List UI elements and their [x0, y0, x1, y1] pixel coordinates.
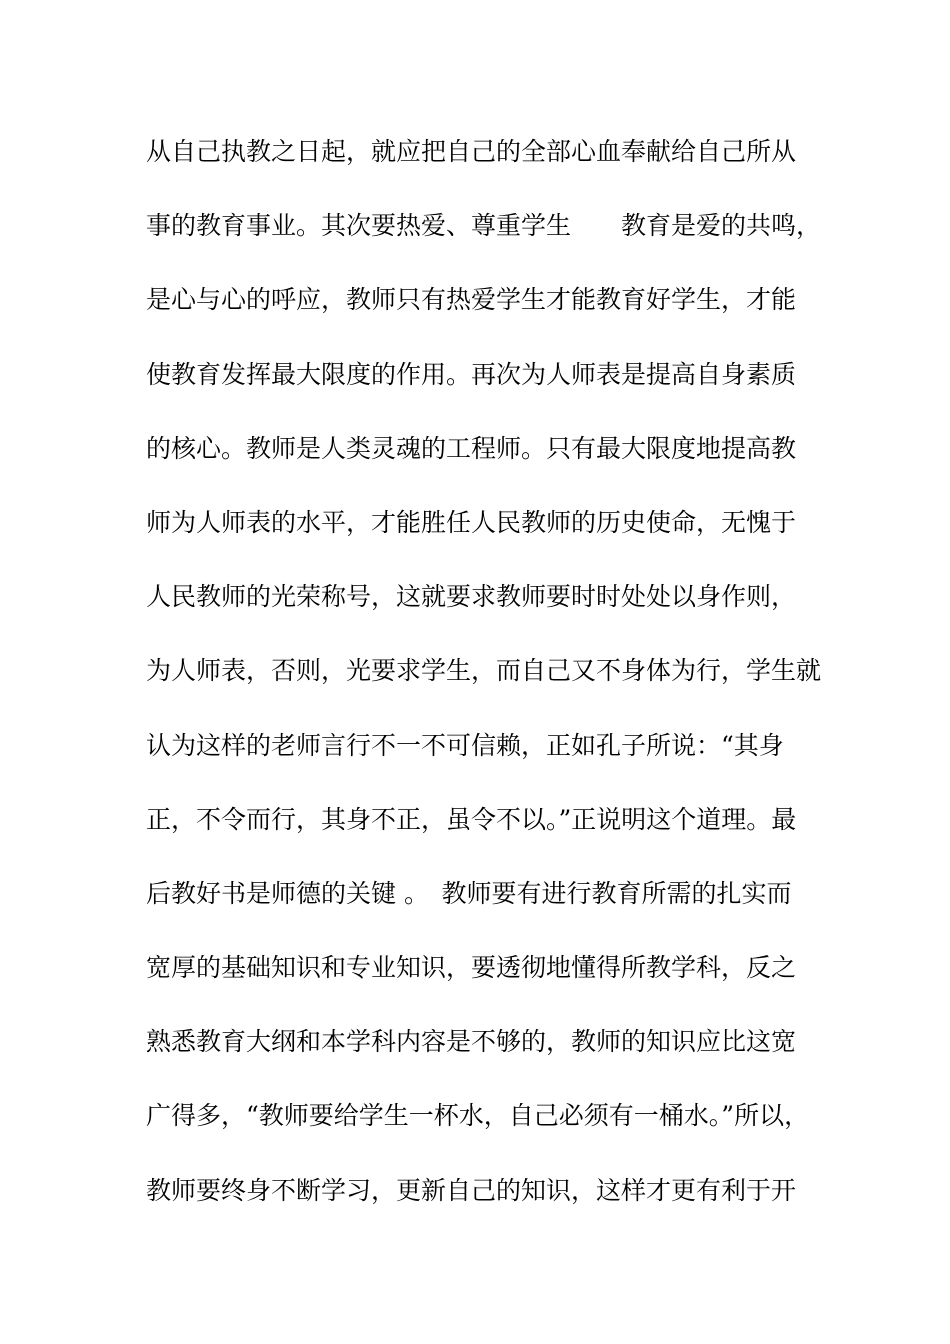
text-line: 熟悉教育大纲和本学科内容是不够的，教师的知识应比这宽 [146, 1027, 797, 1057]
text-line: 事的教育事业。其次要热爱、尊重学生 教育是爱的共鸣， [146, 211, 822, 241]
text-line: 后教好书是师德的关键 。 教师要有进行教育所需的扎实而 [146, 878, 792, 908]
text-line: 正，不令而行，其身不正，虽令不以。”正说明这个道理。最 [146, 804, 797, 834]
text-line: 人民教师的光荣称号，这就要求教师要时时处处以身作则， [146, 582, 797, 612]
body-text [146, 130, 822, 1243]
text-line: 宽厚的基础知识和专业知识，要透彻地懂得所教学科，反之 [146, 953, 797, 983]
text-line: 从自己执教之日起，就应把自己的全部心血奉献给自己所从 [146, 137, 797, 166]
text-line: 使教育发挥最大限度的作用。再次为人师表是提高自身素质 [146, 359, 797, 389]
text-line: 为人师表，否则，光要求学生，而自己又不身体为行，学生就 [146, 656, 822, 686]
text-line: 认为这样的老师言行不一不可信赖，正如孔子所说：“其身 [146, 730, 784, 760]
text-line: 广得多，“教师要给学生一杯水，自己必须有一桶水。”所以， [146, 1101, 810, 1131]
text-line: 教师要终身不断学习，更新自己的知识，这样才更有利于开 [146, 1175, 797, 1205]
text-line: 的核心。教师是人类灵魂的工程师。只有最大限度地提高教 [146, 433, 797, 463]
text-line: 师为人师表的水平，才能胜任人民教师的历史使命，无愧于 [146, 507, 797, 537]
text-line: 是心与心的呼应，教师只有热爱学生才能教育好学生，才能 [146, 285, 797, 315]
